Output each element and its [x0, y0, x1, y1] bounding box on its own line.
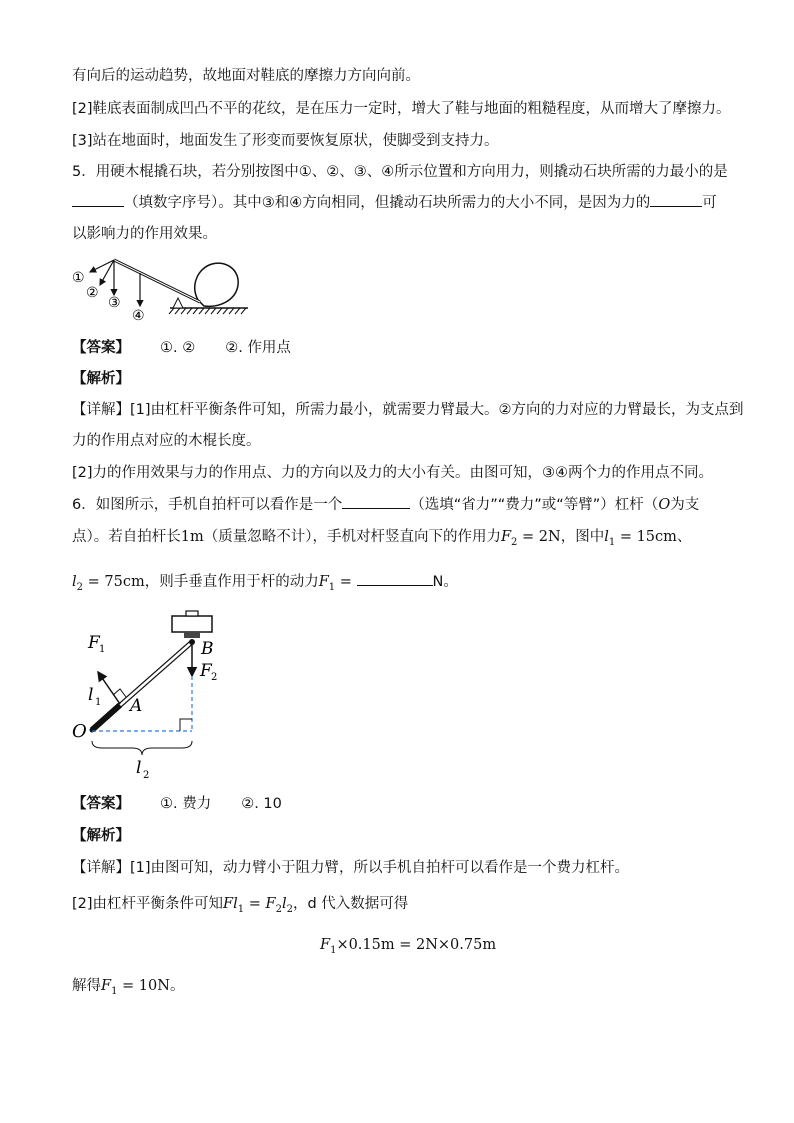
label-l2: l [136, 758, 142, 778]
answer-blank [650, 192, 702, 207]
q6-result: 解得$F_1 = 10N$。 [72, 978, 185, 997]
label-l1: l [88, 685, 94, 705]
q5-detail: 【详解】[1]由杠杆平衡条件可知，所需力最小，就需要力臂最大。②方向的力对应的力臂最长，为支点到 [72, 402, 744, 418]
label-sub: 2 [211, 672, 218, 683]
label-A: A [130, 696, 143, 716]
force-label: ③ [108, 295, 121, 311]
label-F2: F [200, 661, 212, 681]
q5-detail: 力的作用点对应的木棍长度。 [72, 433, 261, 449]
selfie-stick-figure [68, 610, 238, 785]
q5-answer: 【答案】 ①. ② ②. 作用点 [72, 340, 291, 356]
q6-detail: [2]由杠杆平衡条件可知$Fl_1 = F_2l_2$，d 代入数据可得 [72, 896, 409, 915]
q6-answer: 【答案】 ①. 费力 ②. 10 [72, 796, 282, 812]
q5-detail: [2]力的作用效果与力的作用点、力的方向以及力的大小有关。由图可知，③④两个力的作用点不同。 [72, 465, 714, 481]
force-label: ① [72, 270, 85, 286]
q5-stem-line-1: 5．用硬木棍撬石块，若分别按图中①、②、③、④所示位置和方向用力，则撬动石块所需的力最小的是 [72, 164, 728, 180]
label-O: O [72, 721, 87, 742]
q6-stem-line-3: $l_2 = 75cm$，则手垂直作用于杆的动力$F_1 = N$。 [72, 571, 458, 598]
q6-analysis-tag: 【解析】 [72, 828, 130, 844]
text-line: [3]站在地面时，地面发生了形变而要恢复原状，使脚受到支持力。 [72, 133, 499, 149]
force-label: ④ [132, 308, 145, 324]
q6-detail: 【详解】[1]由图可知，动力臂小于阻力臂，所以手机自拍杆可以看作是一个费力杠杆。 [72, 860, 630, 876]
label-sub: 1 [95, 697, 102, 708]
q6-stem-line-2: 点）。若自拍杆长1m（质量忽略不计），手机对杆竖直向下的作用力$F_2 = 2N$，图中$l_1 = 15cm$、 [72, 529, 692, 548]
q5-stem-line-3: 以影响力的作用效果。 [72, 226, 217, 242]
answer-blank [72, 192, 124, 207]
label-B: B [201, 639, 214, 659]
answer-blank [357, 571, 433, 586]
answer-blank [342, 494, 410, 509]
label-sub: 2 [143, 770, 150, 781]
q5-analysis-tag: 【解析】 [72, 371, 130, 387]
q6-stem-line-1: 6．如图所示，手机自拍杆可以看作是一个 （选填“省力”“费力”或“等臂”）杠杆（O为支 [72, 494, 699, 515]
text-line: [2]鞋底表面制成凹凸不平的花纹，是在压力一定时，增大了鞋与地面的粗糙程度，从而增大了摩擦力。 [72, 101, 731, 117]
q5-stem-line-2: （填数字序号）。其中③和④方向相同，但撬动石块所需力的大小不同，是因为力的 可 [72, 192, 717, 213]
force-label: ② [86, 285, 99, 301]
label-sub: 1 [99, 644, 106, 655]
text-line: 有向后的运动趋势，故地面对鞋底的摩擦力方向向前。 [72, 68, 420, 84]
formula: $F_1\times 0.15m = 2N\times 0.75m$ [320, 937, 497, 956]
crowbar-figure [70, 230, 260, 325]
label-F1: F [88, 633, 100, 653]
